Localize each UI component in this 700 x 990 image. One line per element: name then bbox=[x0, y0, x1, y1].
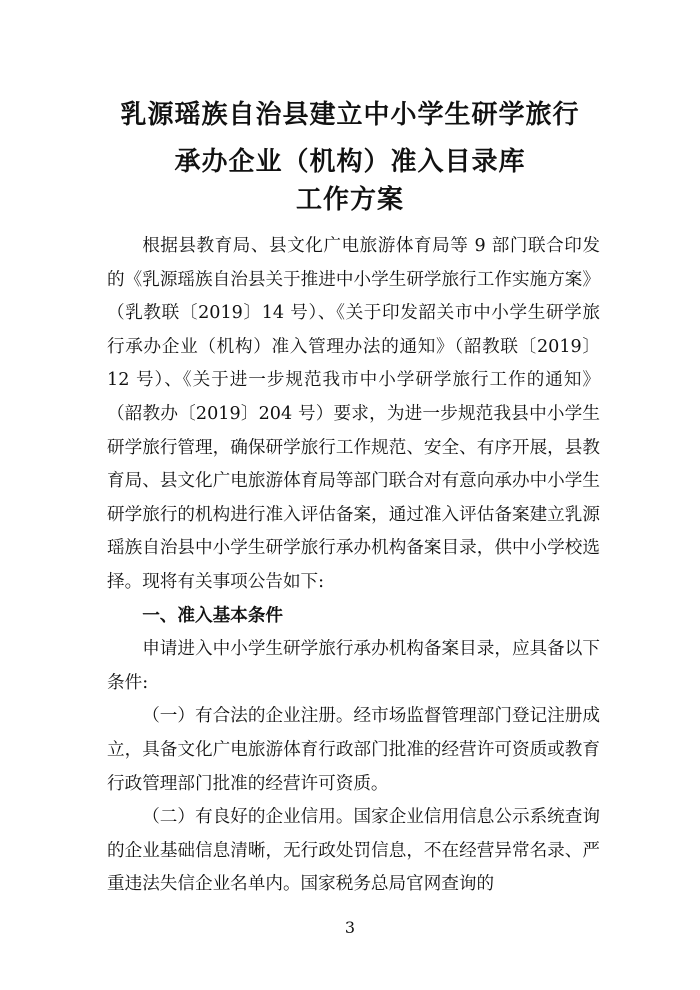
document-body bbox=[107, 230, 600, 902]
condition-2-paragraph: （二）有良好的企业信用。国家企业信用信息公示系统查询的企业基础信息清晰，无行政处罚信息，不在经营异常名录、严重违法失信企业名单内。国家税务总局官网查询的 bbox=[107, 807, 600, 895]
conditions-intro-paragraph: 申请进入中小学生研学旅行承办机构备案目录，应具备以下条件: bbox=[107, 639, 600, 693]
page-number: 3 bbox=[344, 918, 356, 937]
section-heading: 一、准入基本条件 bbox=[142, 605, 283, 626]
document-title-line-3: 工作方案 bbox=[295, 185, 404, 215]
intro-paragraph: 根据县教育局、县文化广电旅游体育局等 9 部门联合印发的《乳源瑶族自治县关于推进中小学生研学旅行工作实施方案》（乳教联〔2019〕14 号）、《关于印发韶关市中小学生研学旅行承办企业（机构）准入管理办法的通知》（韶教联〔2019〕12 号）、《关于进一步规范我市中小学研学旅行工作的通知》（韶教办〔2019〕204 号）要求，为进一步规范我县中小学生研学旅行管理，确保研学旅行工作规范、安全、有序开展，县教育局、县文化广电旅游体育局等部门联合对有意向承办中小学生研学旅行的机构进行准入评估备案，通过准入评估备案建立乳源瑶族自治县中小学生研学旅行承办机构备案目录，供中小学校选择。现将有关事项公告如下: bbox=[107, 236, 600, 592]
document-title-line-2: 承办企业（机构）准入目录库 bbox=[174, 147, 526, 177]
condition-1-paragraph: （一）有合法的企业注册。经市场监督管理部门登记注册成立，具备文化广电旅游体育行政部门批准的经营许可资质或教育行政管理部门批准的经营许可资质。 bbox=[107, 706, 600, 794]
document-title-line-1: 乳源瑶族自治县建立中小学生研学旅行 bbox=[120, 100, 580, 130]
